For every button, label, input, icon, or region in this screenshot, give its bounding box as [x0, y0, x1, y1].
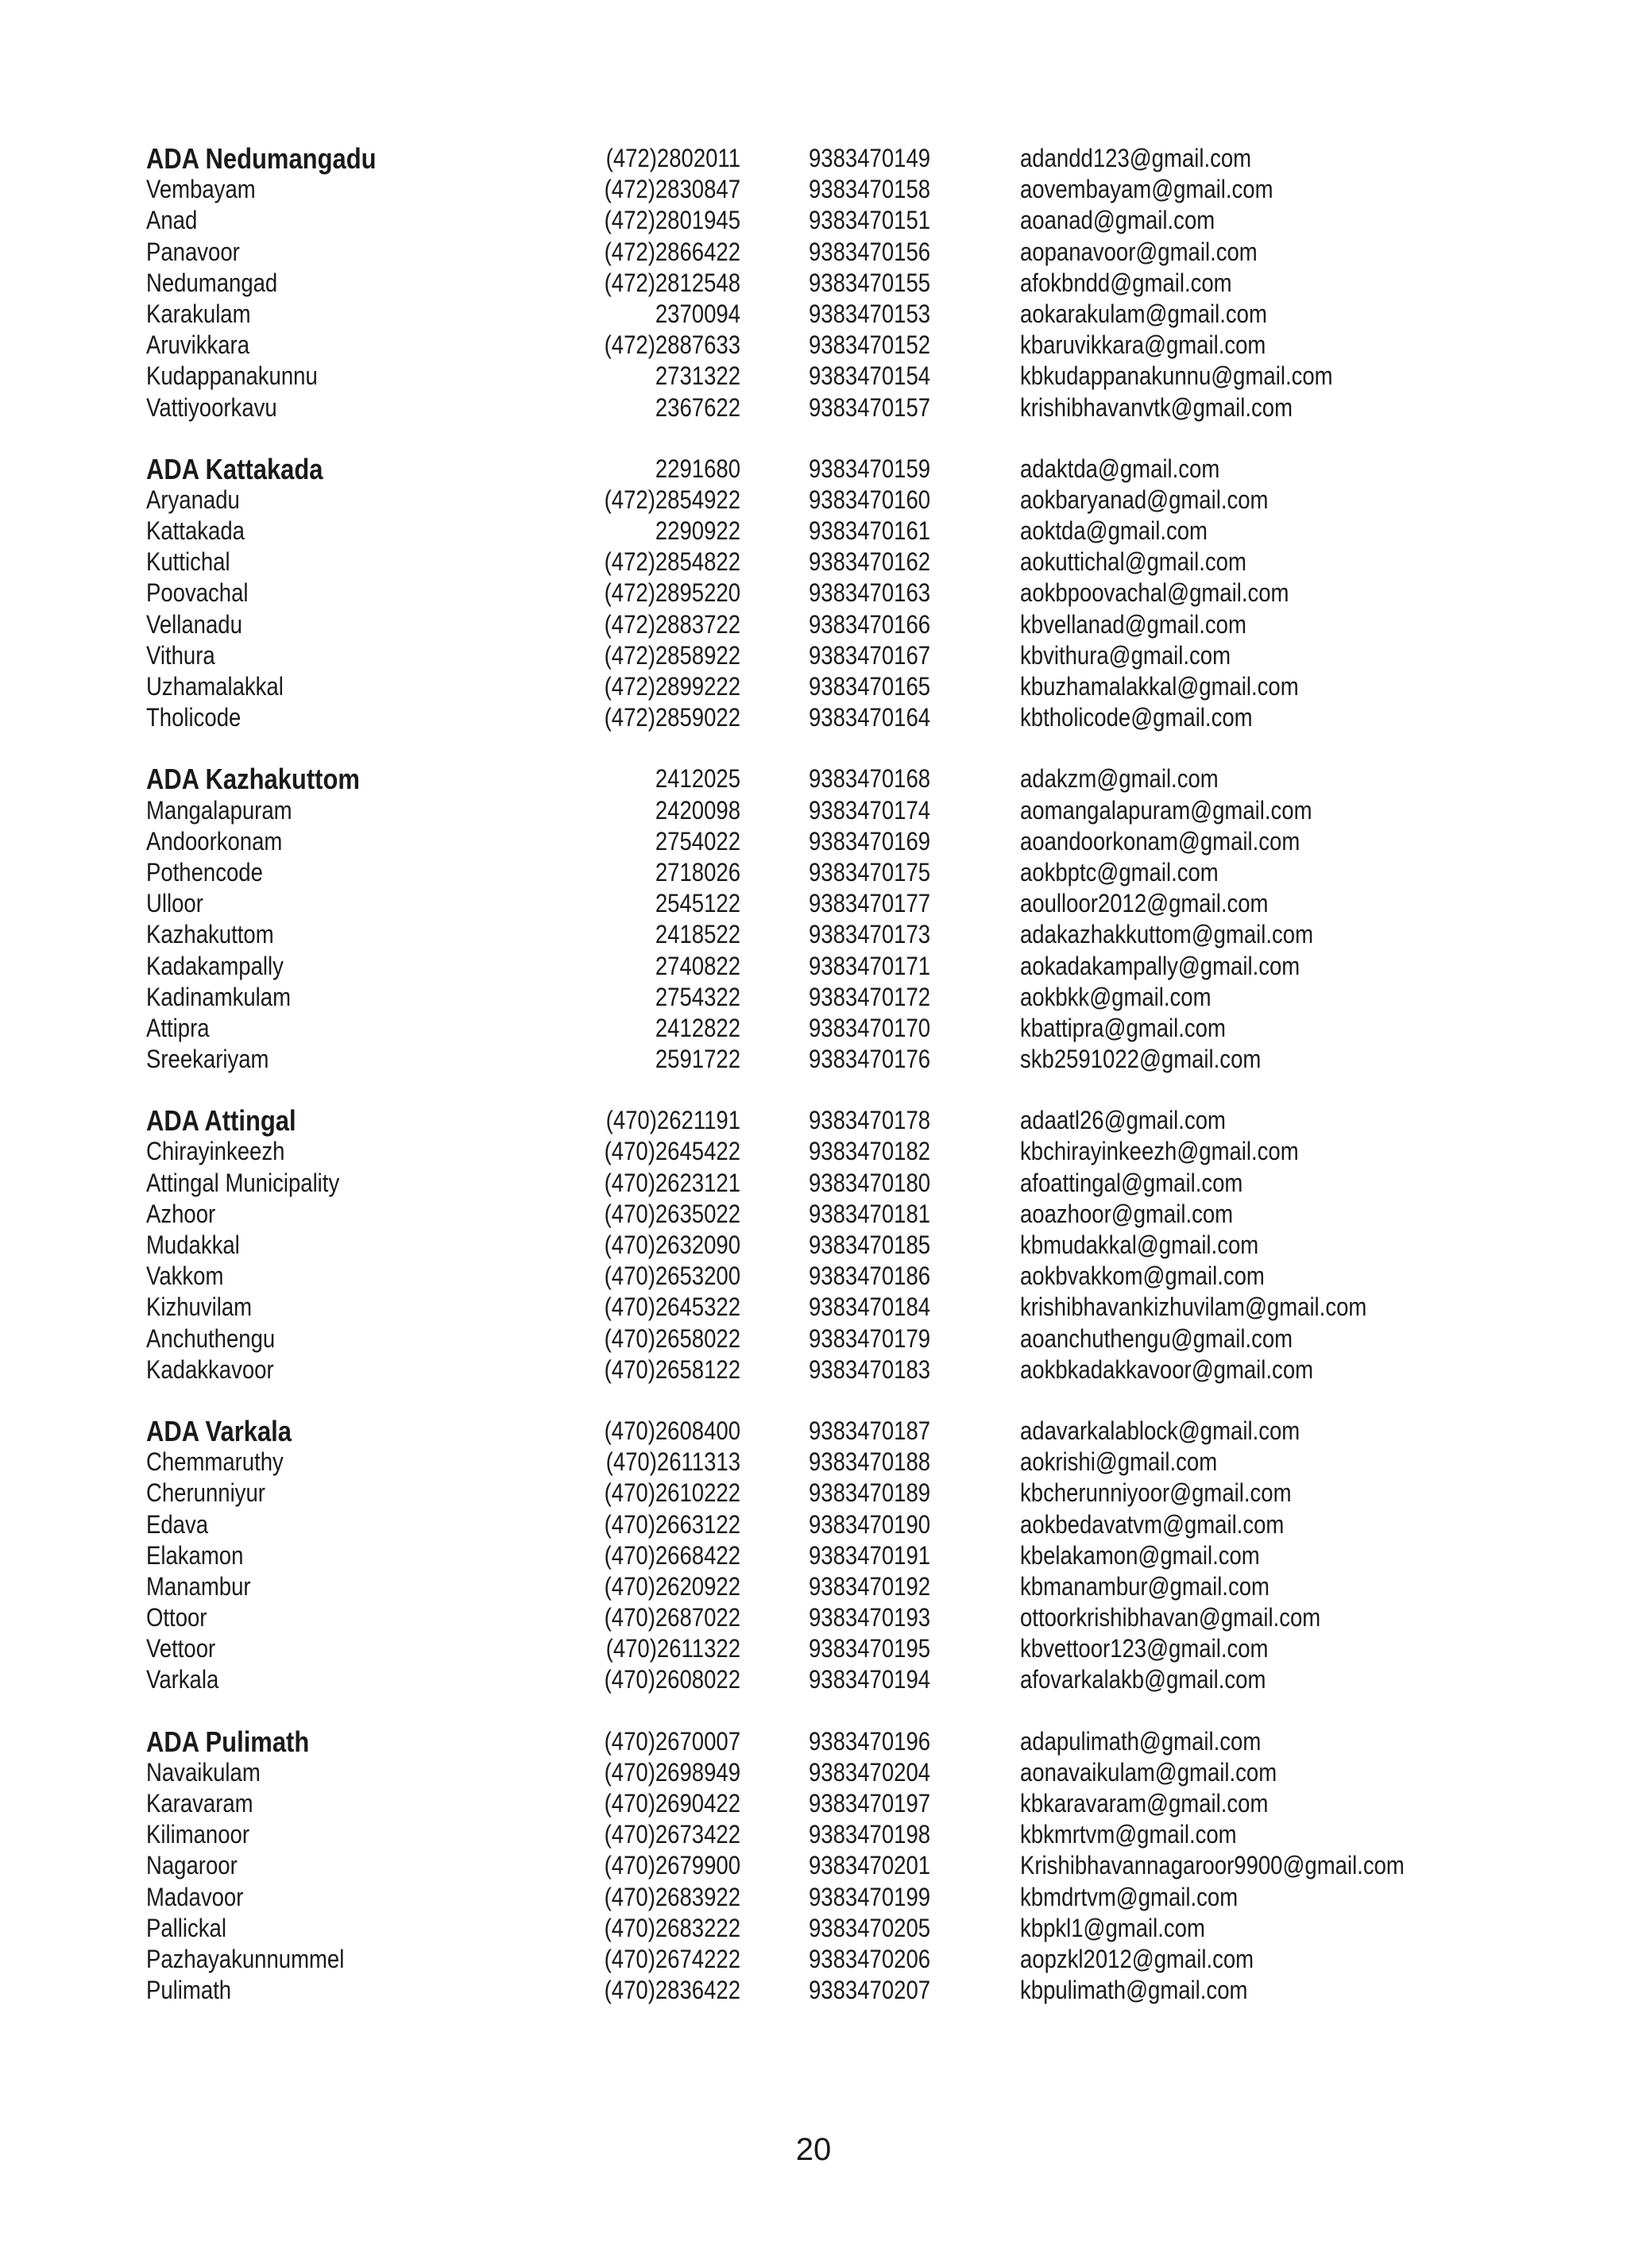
email-address: kbmanambur@gmail.com — [1020, 1571, 1270, 1601]
landline-number: 2545122 — [655, 889, 740, 918]
landline-number: (470)2645322 — [604, 1292, 740, 1322]
office-name: Attipra — [146, 1013, 210, 1042]
email-address: aopanavoor@gmail.com — [1020, 237, 1258, 266]
email-address: aonavaikulam@gmail.com — [1020, 1757, 1277, 1787]
mobile-number: 9383470162 — [809, 547, 931, 577]
office-row — [146, 392, 1497, 423]
office-row — [146, 1323, 1497, 1354]
mobile-number: 9383470182 — [809, 1137, 931, 1166]
office-name: Ottoor — [146, 1603, 207, 1632]
mobile-number: 9383470194 — [809, 1665, 931, 1694]
office-name: Vettoor — [146, 1634, 216, 1663]
mobile-number: 9383470151 — [809, 206, 931, 235]
office-name: Kadakampally — [146, 951, 284, 980]
email-address: aokbvakkom@gmail.com — [1020, 1262, 1265, 1291]
email-address: kbattipra@gmail.com — [1020, 1013, 1226, 1042]
directory-section — [146, 1726, 1497, 2007]
mobile-number: 9383470193 — [809, 1603, 931, 1632]
mobile-number: 9383470191 — [809, 1540, 931, 1570]
mobile-number: 9383470192 — [809, 1571, 931, 1601]
landline-number: 2367622 — [655, 392, 740, 422]
office-name: ADA Pulimath — [146, 1725, 310, 1758]
directory-listing — [146, 143, 1497, 2036]
landline-number: (470)2679900 — [604, 1851, 740, 1880]
mobile-number: 9383470173 — [809, 920, 931, 949]
office-header-row — [146, 454, 1497, 485]
office-name: Anad — [146, 206, 198, 235]
office-header-row — [146, 143, 1497, 174]
office-row — [146, 795, 1497, 826]
email-address: afokbndd@gmail.com — [1020, 268, 1232, 297]
office-row — [146, 1540, 1497, 1571]
email-address: kbvettoor123@gmail.com — [1020, 1634, 1269, 1663]
office-row — [146, 1850, 1497, 1881]
email-address: kbvellanad@gmail.com — [1020, 609, 1246, 639]
office-name: Azhoor — [146, 1199, 216, 1228]
office-name: Manambur — [146, 1571, 251, 1601]
office-name: Pazhayakunnummel — [146, 1944, 345, 1973]
mobile-number: 9383470164 — [809, 703, 931, 732]
office-row — [146, 268, 1497, 299]
office-row — [146, 1354, 1497, 1385]
mobile-number: 9383470204 — [809, 1757, 931, 1787]
landline-number: (470)2608400 — [604, 1416, 740, 1445]
email-address: aokrishi@gmail.com — [1020, 1447, 1218, 1477]
landline-number: 2718026 — [655, 857, 740, 887]
office-name: Vakkom — [146, 1262, 224, 1291]
office-row — [146, 174, 1497, 205]
office-row — [146, 640, 1497, 671]
office-header-row — [146, 1416, 1497, 1447]
landline-number: (472)2854822 — [604, 547, 740, 577]
office-row — [146, 1944, 1497, 1975]
mobile-number: 9383470187 — [809, 1416, 931, 1445]
landline-number: (472)2899222 — [604, 672, 740, 701]
office-row — [146, 330, 1497, 361]
landline-number: (470)2670007 — [604, 1726, 740, 1756]
mobile-number: 9383470153 — [809, 299, 931, 328]
mobile-number: 9383470170 — [809, 1013, 931, 1042]
mobile-number: 9383470169 — [809, 826, 931, 856]
mobile-number: 9383470175 — [809, 857, 931, 887]
office-name: ADA Varkala — [146, 1414, 292, 1447]
mobile-number: 9383470176 — [809, 1045, 931, 1074]
landline-number: 2291680 — [655, 454, 740, 483]
office-row — [146, 1913, 1497, 1944]
landline-number: (470)2623121 — [604, 1168, 740, 1197]
landline-number: (470)2674222 — [604, 1944, 740, 1973]
email-address: kbvithura@gmail.com — [1020, 640, 1231, 670]
landline-number: (470)2690422 — [604, 1789, 740, 1818]
office-row — [146, 578, 1497, 609]
mobile-number: 9383470180 — [809, 1168, 931, 1197]
office-row — [146, 888, 1497, 919]
email-address: afovarkalakb@gmail.com — [1020, 1665, 1266, 1694]
landline-number: (470)2658022 — [604, 1323, 740, 1353]
office-row — [146, 237, 1497, 268]
email-address: aokuttichal@gmail.com — [1020, 547, 1246, 577]
email-address: ottoorkrishibhavan@gmail.com — [1020, 1603, 1321, 1632]
office-row — [146, 1136, 1497, 1167]
office-name: Nagaroor — [146, 1851, 238, 1880]
mobile-number: 9383470206 — [809, 1944, 931, 1973]
mobile-number: 9383470154 — [809, 361, 931, 391]
email-address: kbpulimath@gmail.com — [1020, 1976, 1248, 2005]
mobile-number: 9383470197 — [809, 1789, 931, 1818]
landline-number: (470)2668422 — [604, 1540, 740, 1570]
email-address: kbkaravaram@gmail.com — [1020, 1789, 1269, 1818]
office-name: Kuttichal — [146, 547, 230, 577]
landline-number: (472)2858922 — [604, 640, 740, 670]
office-row — [146, 951, 1497, 982]
mobile-number: 9383470177 — [809, 889, 931, 918]
office-row — [146, 1509, 1497, 1540]
mobile-number: 9383470159 — [809, 454, 931, 483]
landline-number: (472)2830847 — [604, 175, 740, 204]
mobile-number: 9383470157 — [809, 392, 931, 422]
office-row — [146, 205, 1497, 236]
mobile-number: 9383470174 — [809, 795, 931, 825]
office-header-row — [146, 763, 1497, 794]
email-address: aoanad@gmail.com — [1020, 206, 1215, 235]
landline-number: (470)2658122 — [604, 1354, 740, 1384]
office-name: Vembayam — [146, 175, 256, 204]
office-name: Nedumangad — [146, 268, 278, 297]
office-name: ADA Nedumangadu — [146, 142, 377, 175]
office-row — [146, 609, 1497, 640]
office-name: Karavaram — [146, 1789, 253, 1818]
landline-number: (472)2812548 — [604, 268, 740, 297]
office-name: Elakamon — [146, 1540, 244, 1570]
email-address: aokbkk@gmail.com — [1020, 982, 1212, 1011]
office-name: Kilimanoor — [146, 1820, 250, 1849]
office-row — [146, 547, 1497, 578]
email-address: adaktda@gmail.com — [1020, 454, 1220, 483]
landline-number: (470)2673422 — [604, 1820, 740, 1849]
landline-number: (470)2610222 — [604, 1478, 740, 1508]
landline-number: (472)2801945 — [604, 206, 740, 235]
office-header-row — [146, 1105, 1497, 1136]
mobile-number: 9383470166 — [809, 609, 931, 639]
office-name: Kadakkavoor — [146, 1354, 274, 1384]
email-address: kbmdrtvm@gmail.com — [1020, 1882, 1239, 1911]
email-address: adandd123@gmail.com — [1020, 144, 1252, 172]
email-address: adakzm@gmail.com — [1020, 764, 1219, 794]
email-address: kbpkl1@gmail.com — [1020, 1913, 1205, 1942]
landline-number: (470)2608022 — [604, 1665, 740, 1694]
landline-number: (470)2632090 — [604, 1231, 740, 1259]
email-address: aokbptc@gmail.com — [1020, 857, 1219, 887]
office-row — [146, 1602, 1497, 1633]
email-address: aovembayam@gmail.com — [1020, 175, 1273, 204]
office-row — [146, 1882, 1497, 1913]
office-name: Panavoor — [146, 237, 240, 266]
mobile-number: 9383470155 — [809, 268, 931, 297]
email-address: krishibhavankizhuvilam@gmail.com — [1020, 1292, 1367, 1322]
email-address: kbmudakkal@gmail.com — [1020, 1231, 1259, 1259]
email-address: aoazhoor@gmail.com — [1020, 1199, 1234, 1228]
office-row — [146, 1292, 1497, 1323]
office-name: Kattakada — [146, 516, 245, 546]
email-address: adapulimath@gmail.com — [1020, 1726, 1262, 1756]
mobile-number: 9383470149 — [809, 144, 931, 172]
office-row — [146, 982, 1497, 1013]
mobile-number: 9383470186 — [809, 1262, 931, 1291]
landline-number: 2591722 — [655, 1045, 740, 1074]
office-name: Pothencode — [146, 857, 263, 887]
email-address: aokadakampally@gmail.com — [1020, 951, 1300, 980]
office-row — [146, 1261, 1497, 1292]
email-address: krishibhavanvtk@gmail.com — [1020, 392, 1293, 422]
office-name: Andoorkonam — [146, 826, 283, 856]
mobile-number: 9383470195 — [809, 1634, 931, 1663]
landline-number: (470)2611322 — [605, 1634, 740, 1663]
landline-number: 2731322 — [655, 361, 740, 391]
office-name: ADA Kattakada — [146, 452, 323, 485]
mobile-number: 9383470179 — [809, 1323, 931, 1353]
office-name: Aruvikkara — [146, 330, 249, 360]
mobile-number: 9383470168 — [809, 764, 931, 794]
directory-section — [146, 143, 1497, 423]
office-row — [146, 1633, 1497, 1664]
landline-number: (472)2883722 — [604, 609, 740, 639]
email-address: kbuzhamalakkal@gmail.com — [1020, 672, 1299, 701]
office-name: Navaikulam — [146, 1757, 261, 1787]
office-name: Mudakkal — [146, 1231, 240, 1259]
mobile-number: 9383470167 — [809, 640, 931, 670]
mobile-number: 9383470158 — [809, 175, 931, 204]
office-name: ADA Attingal — [146, 1104, 296, 1138]
directory-section — [146, 1416, 1497, 1696]
office-row — [146, 671, 1497, 702]
office-row — [146, 361, 1497, 392]
email-address: kbtholicode@gmail.com — [1020, 703, 1253, 732]
email-address: aokbpoovachal@gmail.com — [1020, 578, 1289, 608]
office-name: Kizhuvilam — [146, 1292, 253, 1322]
office-row — [146, 1757, 1497, 1788]
email-address: skb2591022@gmail.com — [1020, 1045, 1262, 1074]
directory-section — [146, 1105, 1497, 1385]
landline-number: (472)2895220 — [604, 578, 740, 608]
landline-number: 2740822 — [655, 951, 740, 980]
landline-number: 2754022 — [655, 826, 740, 856]
mobile-number: 9383470160 — [809, 485, 931, 514]
office-name: Edava — [146, 1509, 209, 1539]
office-row — [146, 1168, 1497, 1199]
page-number: 20 — [795, 2132, 832, 2167]
office-name: Kazhakuttom — [146, 920, 274, 949]
office-row — [146, 1664, 1497, 1695]
landline-number: (470)2836422 — [604, 1976, 740, 2005]
landline-number: (470)2698949 — [604, 1757, 740, 1787]
mobile-number: 9383470205 — [809, 1913, 931, 1942]
email-address: kbelakamon@gmail.com — [1020, 1540, 1260, 1570]
office-name: Vattiyoorkavu — [146, 392, 277, 422]
email-address: aokarakulam@gmail.com — [1020, 299, 1267, 328]
office-name: Vellanadu — [146, 609, 242, 639]
mobile-number: 9383470184 — [809, 1292, 931, 1322]
mobile-number: 9383470189 — [809, 1478, 931, 1508]
office-name: Sreekariyam — [146, 1045, 269, 1074]
email-address: aokbaryanad@gmail.com — [1020, 485, 1269, 514]
mobile-number: 9383470171 — [809, 951, 931, 980]
office-row — [146, 1788, 1497, 1819]
landline-number: (470)2683222 — [604, 1913, 740, 1942]
office-name: Kadinamkulam — [146, 982, 292, 1011]
office-row — [146, 857, 1497, 888]
office-name: Karakulam — [146, 299, 251, 328]
office-row — [146, 1013, 1497, 1044]
email-address: aokbedavatvm@gmail.com — [1020, 1509, 1285, 1539]
mobile-number: 9383470196 — [809, 1726, 931, 1756]
email-address: aoktda@gmail.com — [1020, 516, 1208, 546]
office-header-row — [146, 1726, 1497, 1757]
email-address: kbkmrtvm@gmail.com — [1020, 1820, 1237, 1849]
landline-number: (472)2887633 — [604, 330, 740, 360]
landline-number: 2370094 — [655, 299, 740, 328]
landline-number: (470)2645422 — [604, 1137, 740, 1166]
office-row — [146, 516, 1497, 547]
email-address: aoandoorkonam@gmail.com — [1020, 826, 1300, 856]
office-row — [146, 1447, 1497, 1478]
landline-number: (470)2611313 — [605, 1447, 740, 1477]
landline-number: (470)2683922 — [604, 1882, 740, 1911]
office-name: Poovachal — [146, 578, 249, 608]
office-name: Anchuthengu — [146, 1323, 276, 1353]
email-address: afoattingal@gmail.com — [1020, 1168, 1243, 1197]
email-address: aoanchuthengu@gmail.com — [1020, 1323, 1293, 1353]
office-row — [146, 1044, 1497, 1075]
mobile-number: 9383470185 — [809, 1231, 931, 1259]
landline-number: (472)2802011 — [605, 144, 740, 172]
office-row — [146, 299, 1497, 330]
office-row — [146, 1230, 1497, 1261]
landline-number: (472)2859022 — [604, 703, 740, 732]
mobile-number: 9383470199 — [809, 1882, 931, 1911]
landline-number: (470)2653200 — [604, 1262, 740, 1291]
directory-section — [146, 454, 1497, 734]
mobile-number: 9383470188 — [809, 1447, 931, 1477]
office-name: Uzhamalakkal — [146, 672, 284, 701]
mobile-number: 9383470207 — [809, 1976, 931, 2005]
email-address: aomangalapuram@gmail.com — [1020, 795, 1312, 825]
landline-number: (470)2621191 — [605, 1106, 740, 1135]
mobile-number: 9383470198 — [809, 1820, 931, 1849]
mobile-number: 9383470201 — [809, 1851, 931, 1880]
office-row — [146, 826, 1497, 857]
landline-number: (470)2620922 — [604, 1571, 740, 1601]
landline-number: (472)2854922 — [604, 485, 740, 514]
landline-number: (470)2663122 — [604, 1509, 740, 1539]
email-address: kbkudappanakunnu@gmail.com — [1020, 361, 1333, 391]
office-name: Chirayinkeezh — [146, 1137, 285, 1166]
office-name: Cherunniyur — [146, 1478, 265, 1508]
office-name: Ulloor — [146, 889, 203, 918]
office-row — [146, 1199, 1497, 1230]
mobile-number: 9383470178 — [809, 1106, 931, 1135]
email-address: kbcherunniyoor@gmail.com — [1020, 1478, 1292, 1508]
mobile-number: 9383470165 — [809, 672, 931, 701]
mobile-number: 9383470163 — [809, 578, 931, 608]
email-address: kbchirayinkeezh@gmail.com — [1020, 1137, 1299, 1166]
office-row — [146, 702, 1497, 733]
landline-number: 2412822 — [655, 1013, 740, 1042]
office-name: Mangalapuram — [146, 795, 292, 825]
landline-number: 2754322 — [655, 982, 740, 1011]
office-row — [146, 1571, 1497, 1602]
office-row — [146, 1478, 1497, 1509]
email-address: adavarkalablock@gmail.com — [1020, 1416, 1300, 1445]
email-address: Krishibhavannagaroor9900@gmail.com — [1020, 1851, 1405, 1880]
email-address: adakazhakkuttom@gmail.com — [1020, 920, 1314, 949]
office-row — [146, 1975, 1497, 2006]
office-name: Chemmaruthy — [146, 1447, 284, 1477]
mobile-number: 9383470156 — [809, 237, 931, 266]
office-row — [146, 1819, 1497, 1850]
email-address: kbaruvikkara@gmail.com — [1020, 330, 1266, 360]
email-address: aopzkl2012@gmail.com — [1020, 1944, 1254, 1973]
landline-number: (472)2866422 — [604, 237, 740, 266]
mobile-number: 9383470181 — [809, 1199, 931, 1228]
directory-section — [146, 763, 1497, 1075]
office-name: Pulimath — [146, 1976, 232, 2005]
office-name: Kudappanakunnu — [146, 361, 318, 391]
office-name: Tholicode — [146, 703, 242, 732]
office-name: Pallickal — [146, 1913, 226, 1942]
email-address: adaatl26@gmail.com — [1020, 1106, 1226, 1135]
mobile-number: 9383470152 — [809, 330, 931, 360]
landline-number: (470)2687022 — [604, 1603, 740, 1632]
landline-number: 2290922 — [655, 516, 740, 546]
office-row — [146, 919, 1497, 950]
email-address: aokbkadakkavoor@gmail.com — [1020, 1354, 1314, 1384]
office-name: Vithura — [146, 640, 215, 670]
landline-number: 2412025 — [655, 764, 740, 794]
mobile-number: 9383470172 — [809, 982, 931, 1011]
landline-number: 2418522 — [655, 920, 740, 949]
office-name: Attingal Municipality — [146, 1168, 340, 1197]
office-name: ADA Kazhakuttom — [146, 763, 360, 796]
landline-number: 2420098 — [655, 795, 740, 825]
office-name: Varkala — [146, 1665, 219, 1694]
email-address: aoulloor2012@gmail.com — [1020, 889, 1269, 918]
office-row — [146, 485, 1497, 516]
mobile-number: 9383470183 — [809, 1354, 931, 1384]
landline-number: (470)2635022 — [604, 1199, 740, 1228]
mobile-number: 9383470190 — [809, 1509, 931, 1539]
office-name: Madavoor — [146, 1882, 244, 1911]
mobile-number: 9383470161 — [809, 516, 931, 546]
office-name: Aryanadu — [146, 485, 240, 514]
